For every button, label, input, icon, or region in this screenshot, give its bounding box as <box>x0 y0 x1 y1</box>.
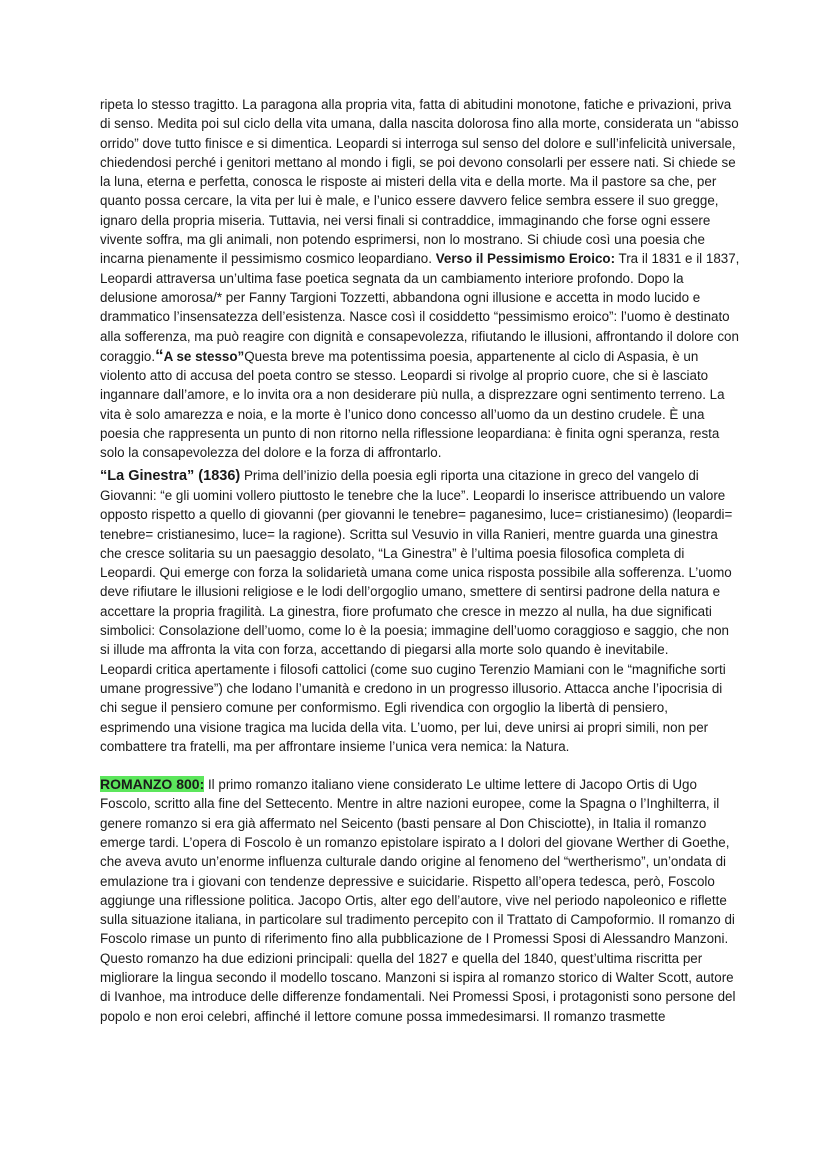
paragraph-text: Prima dell’inizio della poesia egli riporta una citazione in greco del vangelo di Giovanni: “e gli uomini vollero piuttosto le tenebre che la luce”. Leopardi lo inserisce attribuendo un valore opposto rispetto a quello di giovanni (per giovanni le tenebre= paganesimo, luce= cristianesimo) (leopardi= tenebre= cristianesimo, luce= la ragione). Scritta sul Vesuvio in villa Ranieri, mentre guarda una ginestra che cresce solitaria su un paesaggio desolato, “La Ginestra” è l’ultima poesia filosofica completa di Leopardi. Qui emerge con forza la solidarietà umana come unica risposta possibile alla sofferenza. L’uomo deve rifiutare le illusioni religiose e le lodi dell’orgoglio umano, smettere di sentirsi padrone della natura e accettare la propria fragilità. La ginestra, fiore profumato che cresce in mezzo al nulla, ha due significati simbolici: Consolazione dell’uomo, come lo è la poesia; immagine dell’uomo coraggioso e saggio, che non si illude ma affronta la vita con forza, accettando di piegarsi alla morte solo quando è inevitabile. <box>100 467 733 658</box>
paragraph-text: Questa breve ma potentissima poesia, appartenente al ciclo di Aspasia, è un violento atto di accusa del poeta contro se stesso. Leopardi si rivolge al proprio cuore, che si è lasciato ingannare dall’amore, e lo invita ora a non desiderare più nulla, a disprezzare ogni sentimento terreno. La vita è solo amarezza e noia, e la morte è l’unico dono concesso all’uomo da un destino crudele. È una poesia che rappresenta un punto di non ritorno nella riflessione leopardiana: è finita ogni speranza, resta solo la consapevolezza del dolore e la forza di affrontarlo. <box>100 348 725 461</box>
poem-title-a-se-stesso: A se stesso” <box>163 348 245 364</box>
paragraph-text: Il primo romanzo italiano viene considerato Le ultime lettere di Jacopo Ortis di Ugo Foscolo, scritto alla fine del Settecento. Mentre in altre nazioni europee, come la Spagna o l’Inghilterra, il genere romanzo si era già affermato nel Seicento (basti pensare al Don Chisciotte), in Italia il romanzo emerge tardi. L’opera di Foscolo è un romanzo epistolare ispirato a I dolori del giovane Werther di Goethe, che aveva avuto un’enorme influenza culturale dando origine al fenomeno del “wertherismo”, un’ondata di emulazione tra i giovani con tendenze depressive e suicidarie. Rispetto all’opera tedesca, però, Foscolo aggiunge una riflessione politica. Jacopo Ortis, alter ego dell’autore, vive nel periodo napoleonico e riflette sulla situazione italiana, in particolare sul tradimento percepito con il Trattato di Campoformio. Il romanzo di Foscolo rimase un punto di riferimento fino alla pubblicazione de I Promessi Sposi di Alessandro Manzoni. Questo romanzo ha due edizioni principali: quella del 1827 e quella del 1840, quest’ultima riscritta per migliorare la lingua secondo il modello toscano. Manzoni si ispira al romanzo storico di Walter Scott, autore di Ivanhoe, ma introduce delle differenze fondamentali. Nei Promessi Sposi, i protagonisti sono persone del popolo e non eroi celebri, affinché il lettore comune possa immedesimarsi. Il romanzo trasmette <box>100 777 736 1024</box>
paragraph-text: ripeta lo stesso tragitto. La paragona alla propria vita, fatta di abitudini monotone, fatiche e privazioni, priva di senso. Medita poi sul ciclo della vita umana, dalla nascita dolorosa fino alla morte, considerata un “abisso orrido” dove tutto finisce e si dimentica. Leopardi si interroga sul senso del dolore e sull’infelicità universale, chiedendosi perché i genitori mettano al mondo i figli, se poi devono consolarli per essere nati. Si chiede se la luna, eterna e perfetta, conosca le risposte ai misteri della vita e della morte. Ma il pastore sa che, per quanto possa cercare, la vita per lui è male, e l’unico essere davvero felice sembra essere il suo gregge, ignaro della propria miseria. Tuttavia, nei versi finali si contraddice, immaginando che forse ogni essere vivente soffra, ma gli animali, non potendo esprimersi, non lo mostrano. Si chiude così una poesia che incarna pienamente il pessimismo cosmico leopardiano. <box>100 97 739 267</box>
paragraph-leopardi-pastore <box>100 95 740 463</box>
paragraph-spacer <box>100 756 740 775</box>
section-heading-pessimismo-eroico: Verso il Pessimismo Eroico: <box>435 251 616 267</box>
document-page <box>100 95 740 1026</box>
paragraph-text: Leopardi critica apertamente i filosofi cattolici (come suo cugino Terenzio Mamiani con le “magnifiche sorti umane progressive”) che lodano l’umanità e credono in un progresso illusorio. Attacca anche l’ipocrisia di chi segue il pensiero comune per conformismo. Egli rivendica con orgoglio la libertà di pensiero, esprimendo una visione tragica ma lucida della vita. L’uomo, per lui, deve unirsi ai propri simili, non per combattere tra fratelli, ma per affrontare insieme l’unica vera nemica: la Natura. <box>100 661 726 754</box>
section-heading-romanzo-800: ROMANZO 800: <box>100 776 205 793</box>
paragraph-la-ginestra <box>100 466 740 660</box>
paragraph-romanzo-800 <box>100 775 740 1026</box>
paragraph-text: Tra il 1831 e il 1837, Leopardi attraversa un’ultima fase poetica segnata da un cambiamento interiore profondo. Dopo la delusione amorosa/* per Fanny Targioni Tozzetti, abbandona ogni illusione e accetta in modo lucido e drammatico l’insensatezza dell’esistenza. Nasce così il cosiddetto “pessimismo eroico”: l’uomo è destinato alla sofferenza, ma può reagire con dignità e consapevolezza, rifiutando le illusioni, affrontando il dolore con coraggio. <box>100 251 740 364</box>
paragraph-critica-filosofi <box>100 660 740 756</box>
section-heading-la-ginestra: “La Ginestra” (1836) <box>100 467 241 484</box>
poem-quote-mark: “ <box>155 345 164 365</box>
